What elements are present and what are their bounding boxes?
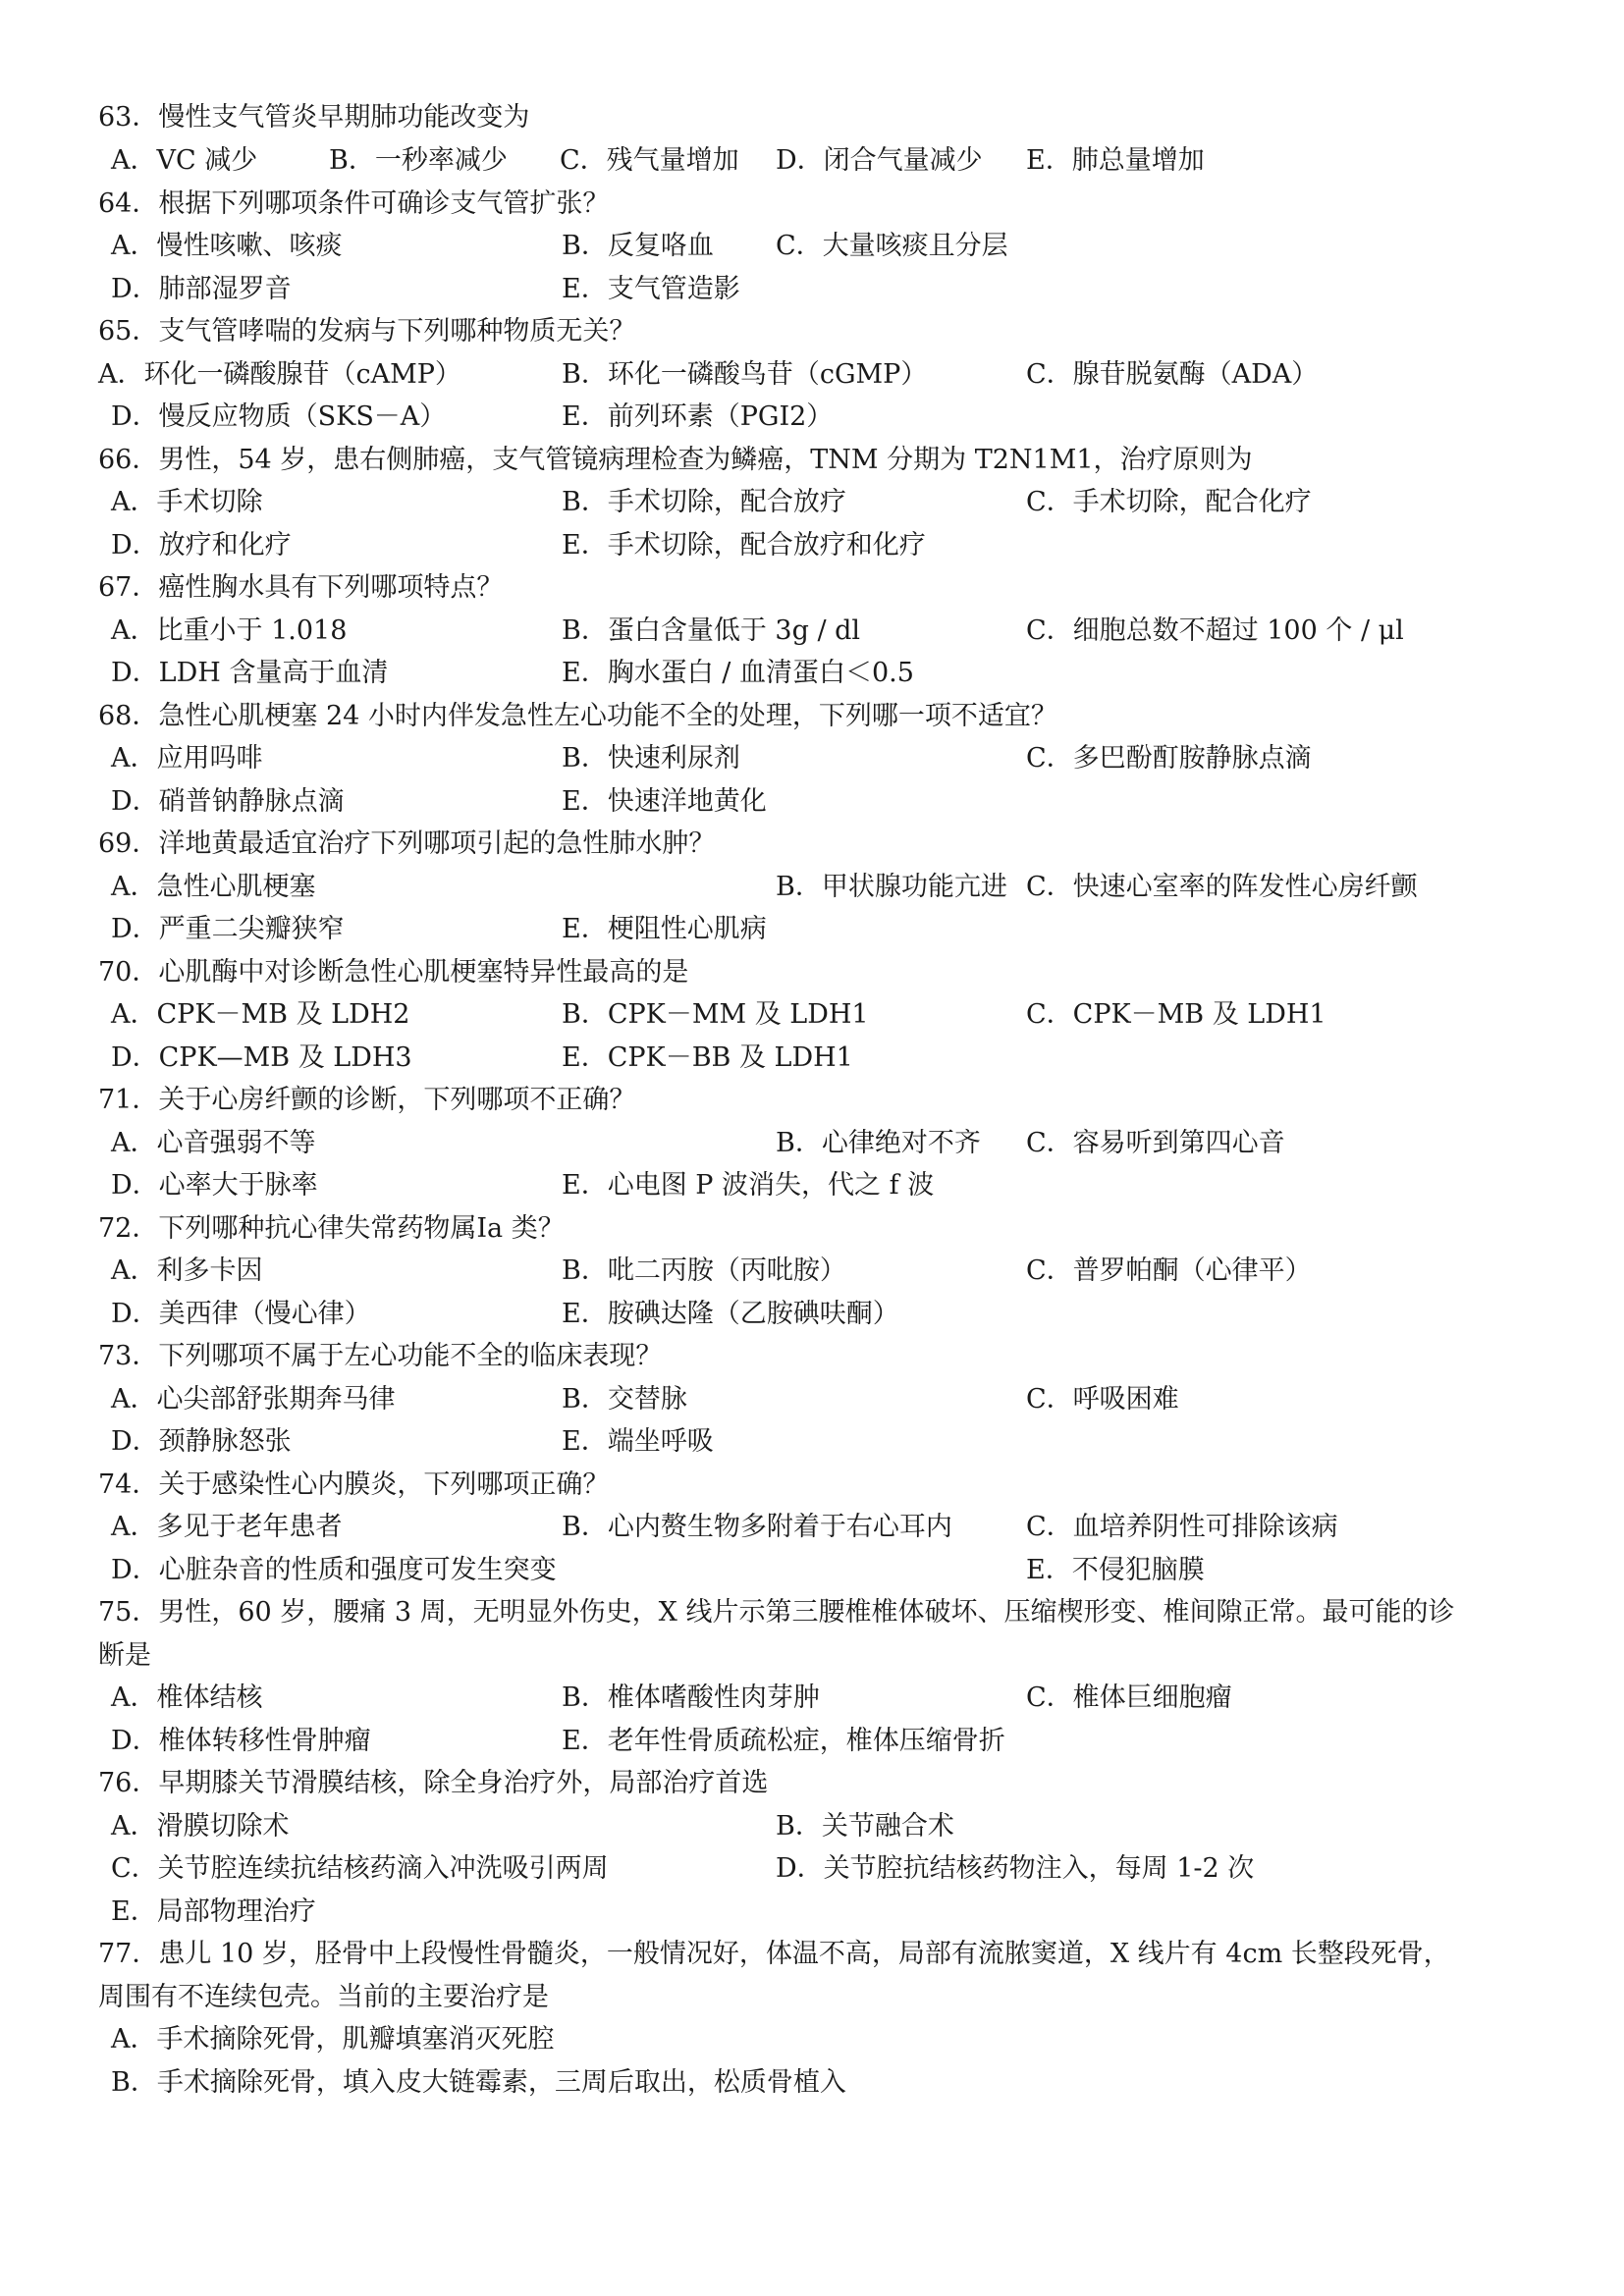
- option-68-d: D．硝普钠静脉点滴: [111, 786, 345, 817]
- question-75-stem: 75．男性，60 岁，腰痛 3 周，无明显外伤史，X 线片示第三腰椎椎体破坏、压缩楔形变、椎间隙正常。最可能的诊: [98, 1597, 1455, 1628]
- option-72-d: D．美西律（慢心律）: [111, 1299, 371, 1329]
- option-69-e: E．梗阻性心肌病: [562, 914, 767, 944]
- option-64-b: B．反复咯血: [562, 231, 714, 261]
- question-71-stem: 71．关于心房纤颤的诊断，下列哪项不正确？: [98, 1085, 636, 1115]
- option-74-c: C．血培养阴性可排除该病: [1026, 1512, 1338, 1542]
- option-75-e: E．老年性骨质疏松症，椎体压缩骨折: [562, 1726, 1005, 1756]
- option-65-c: C．腺苷脱氨酶（ADA）: [1026, 359, 1319, 390]
- option-63-e: E．肺总量增加: [1026, 145, 1205, 176]
- option-67-b: B．蛋白含量低于 3g / dl: [562, 615, 861, 646]
- option-72-e: E．胺碘达隆（乙胺碘呋酮）: [562, 1299, 899, 1329]
- option-76-a: A．滑膜切除术: [111, 1811, 290, 1842]
- option-68-b: B．快速利尿剂: [562, 743, 740, 774]
- option-67-d: D．LDH 含量高于血清: [111, 658, 389, 688]
- option-74-a: A．多见于老年患者: [111, 1512, 343, 1542]
- option-68-c: C．多巴酚酊胺静脉点滴: [1026, 743, 1312, 774]
- option-63-c: C．残气量增加: [560, 145, 739, 176]
- option-77-b: B．手术摘除死骨，填入皮大链霉素，三周后取出，松质骨植入: [111, 2067, 846, 2098]
- option-63-a: A．VC 减少: [111, 145, 258, 176]
- option-75-b: B．椎体嗜酸性肉芽肿: [562, 1682, 820, 1713]
- option-67-c: C．细胞总数不超过 100 个 / μl: [1026, 615, 1404, 646]
- option-76-c: C．关节腔连续抗结核药滴入冲洗吸引两周: [111, 1853, 609, 1884]
- option-64-c: C．大量咳痰且分层: [776, 231, 1008, 261]
- question-77-stem: 77．患儿 10 岁，胫骨中上段慢性骨髓炎，一般情况好，体温不高，局部有流脓窦道，X 线片有 4cm 长整段死骨，: [98, 1939, 1450, 1969]
- option-71-c: C．容易听到第四心音: [1026, 1128, 1285, 1158]
- option-68-a: A．应用吗啡: [111, 743, 263, 774]
- option-65-a: A．环化一磷酸腺苷（cAMP）: [98, 359, 461, 390]
- option-68-e: E．快速洋地黄化: [562, 786, 767, 817]
- option-66-d: D．放疗和化疗: [111, 530, 292, 561]
- option-70-e: E．CPK－BB 及 LDH1: [562, 1042, 853, 1073]
- option-73-b: B．交替脉: [562, 1384, 687, 1415]
- question-72-stem: 72．下列哪种抗心律失常药物属Ⅰa 类？: [98, 1213, 565, 1244]
- option-70-b: B．CPK－MM 及 LDH1: [562, 999, 869, 1030]
- option-64-a: A．慢性咳嗽、咳痰: [111, 231, 343, 261]
- question-64-stem: 64．根据下列哪项条件可确诊支气管扩张？: [98, 188, 610, 219]
- option-70-c: C．CPK－MB 及 LDH1: [1026, 999, 1326, 1030]
- question-66-stem: 66．男性，54 岁，患右侧肺癌，支气管镜病理检查为鳞癌，TNM 分期为 T2N1M1，治疗原则为: [98, 445, 1253, 475]
- option-66-e: E．手术切除，配合放疗和化疗: [562, 530, 926, 561]
- option-63-b: B．一秒率减少: [329, 145, 508, 176]
- option-73-a: A．心尖部舒张期奔马律: [111, 1384, 396, 1415]
- option-76-e: E．局部物理治疗: [111, 1896, 316, 1927]
- question-73-stem: 73．下列哪项不属于左心功能不全的临床表现？: [98, 1341, 663, 1371]
- option-71-b: B．心律绝对不齐: [776, 1128, 981, 1158]
- option-76-d: D．关节腔抗结核药物注入，每周 1-2 次: [776, 1853, 1255, 1884]
- option-65-b: B．环化一磷酸鸟苷（cGMP）: [562, 359, 928, 390]
- option-65-e: E．前列环素（PGI2）: [562, 401, 834, 432]
- option-69-c: C．快速心室率的阵发性心房纤颤: [1026, 872, 1418, 902]
- option-73-e: E．端坐呼吸: [562, 1426, 714, 1457]
- question-77-stem-cont: 周围有不连续包壳。当前的主要治疗是: [98, 1982, 549, 2012]
- question-75-stem-cont: 断是: [98, 1640, 151, 1671]
- option-72-c: C．普罗帕酮（心律平）: [1026, 1255, 1312, 1286]
- question-68-stem: 68．急性心肌梗塞 24 小时内伴发急性左心功能不全的处理，下列哪一项不适宜？: [98, 701, 1057, 731]
- option-75-a: A．椎体结核: [111, 1682, 263, 1713]
- option-73-c: C．呼吸困难: [1026, 1384, 1179, 1415]
- option-75-c: C．椎体巨细胞瘤: [1026, 1682, 1232, 1713]
- option-75-d: D．椎体转移性骨肿瘤: [111, 1726, 371, 1756]
- option-70-a: A．CPK－MB 及 LDH2: [111, 999, 410, 1030]
- option-69-a: A．急性心肌梗塞: [111, 872, 316, 902]
- option-74-e: E．不侵犯脑膜: [1026, 1555, 1205, 1585]
- question-65-stem: 65．支气管哮喘的发病与下列哪种物质无关？: [98, 316, 636, 347]
- option-76-b: B．关节融合术: [776, 1811, 954, 1842]
- option-77-a: A．手术摘除死骨，肌瓣填塞消灭死腔: [111, 2024, 555, 2055]
- option-69-d: D．严重二尖瓣狭窄: [111, 914, 345, 944]
- option-66-a: A．手术切除: [111, 487, 263, 517]
- option-65-d: D．慢反应物质（SKS－A）: [111, 401, 447, 432]
- option-71-a: A．心音强弱不等: [111, 1128, 316, 1158]
- option-74-d: D．心脏杂音的性质和强度可发生突变: [111, 1555, 557, 1585]
- option-64-d: D．肺部湿罗音: [111, 274, 292, 304]
- option-63-d: D．闭合气量减少: [776, 145, 983, 176]
- option-66-b: B．手术切除，配合放疗: [562, 487, 846, 517]
- question-74-stem: 74．关于感染性心内膜炎，下列哪项正确？: [98, 1469, 610, 1500]
- option-71-d: D．心率大于脉率: [111, 1170, 318, 1201]
- option-72-a: A．利多卡因: [111, 1255, 263, 1286]
- option-69-b: B．甲状腺功能亢进: [776, 872, 1007, 902]
- option-71-e: E．心电图 P 波消失，代之 f 波: [562, 1170, 935, 1201]
- option-66-c: C．手术切除，配合化疗: [1026, 487, 1312, 517]
- option-72-b: B．吡二丙胺（丙吡胺）: [562, 1255, 846, 1286]
- option-64-e: E．支气管造影: [562, 274, 740, 304]
- question-67-stem: 67．癌性胸水具有下列哪项特点？: [98, 572, 504, 603]
- option-73-d: D．颈静脉怒张: [111, 1426, 292, 1457]
- option-70-d: D．CPK—MB 及 LDH3: [111, 1042, 412, 1073]
- question-76-stem: 76．早期膝关节滑膜结核，除全身治疗外，局部治疗首选: [98, 1768, 769, 1798]
- question-70-stem: 70．心肌酶中对诊断急性心肌梗塞特异性最高的是: [98, 957, 689, 988]
- option-67-a: A．比重小于 1.018: [111, 615, 348, 646]
- question-63-stem: 63．慢性支气管炎早期肺功能改变为: [98, 102, 530, 133]
- question-69-stem: 69．洋地黄最适宜治疗下列哪项引起的急性肺水肿？: [98, 828, 716, 859]
- option-67-e: E．胸水蛋白 / 血清蛋白＜0.5: [562, 658, 914, 688]
- option-74-b: B．心内赘生物多附着于右心耳内: [562, 1512, 952, 1542]
